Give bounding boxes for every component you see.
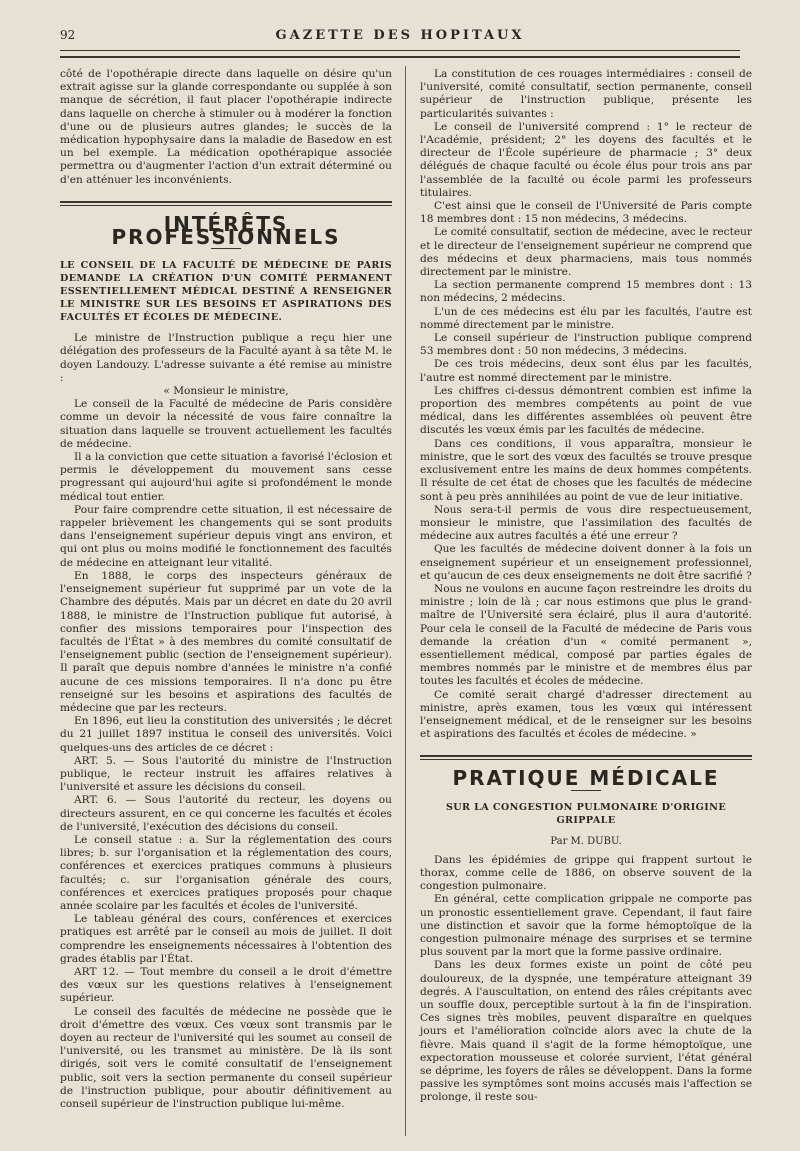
paragraph: Le comité consultatif, section de médecine, avec le recteur et le directeur de l'enseignement supérieur ne comprend que des médecins et deux pharmaciens, mais tous nommés directement par le ministre. bbox=[420, 226, 752, 279]
paragraph: Le conseil de l'université comprend : 1° le recteur de l'Académie, président; 2° les doyens des facultés et le directeur de l'École supérieure de pharmacie ; 3° deux délégués de chaque faculté ou école élus pour trois ans par l'assemblée de la faculté ou école parmi les professeurs titulaires. bbox=[420, 120, 752, 199]
paragraph: ART 12. — Tout membre du conseil a le droit d'émettre des vœux sur les questions relatives à l'enseignement supérieur. bbox=[60, 965, 392, 1005]
paragraph: De ces trois médecins, deux sont élus par les facultés, l'autre est nommé directement par le ministre. bbox=[420, 358, 752, 384]
paragraph: Le conseil statue : a. Sur la réglementation des cours libres; b. sur l'organisation et la réglementation des cours, conférences et exercices pratiques communs à plusieurs facultés; c. sur l'organisation générale des cours, conférences et exercices pratiques proposés pour chaque année scolaire par les facultés et écoles de l'université. bbox=[60, 833, 392, 912]
section-title-pratique: PRATIQUE MÉDICALE bbox=[452, 766, 720, 791]
paragraph: Dans ces conditions, il vous apparaîtra, monsieur le ministre, que le sort des vœux des facultés se trouve presque exclusivement entre les mains de deux hommes compétents. Il résulte de cet état de choses que les facultés de médecine sont à peu près annihilées au point de vue de leur initiative. bbox=[420, 437, 752, 503]
paragraph: Nous ne voulons en aucune façon restreindre les droits du ministre ; loin de là ; car nous estimons que plus le grand-maître de l'Université sera éclairé, plus il aura d'autorité. Pour cela le conseil de la Faculté de médecine de Paris vous demande la création d'un « comité permanent », essentiellement médical, composé par parties égales de membres nommés par le ministre et de membres élus par toutes les facultés et écoles de médecine. bbox=[420, 582, 752, 688]
section-separator-thin bbox=[420, 759, 752, 760]
article-subheading: LE CONSEIL DE LA FACULTÉ DE MÉDECINE DE PARIS DEMANDE LA CRÉATION D'UN COMITÉ PERMANENT ESSENTIELLEMENT MÉDICAL DESTINÉ A RENSEIGNER LE MINISTRE SUR LES BESOINS ET ASPIRATIONS DES FACULTÉS ET ÉCOLES DE MÉDECINE. bbox=[60, 260, 392, 324]
paragraph: Le conseil des facultés de médecine ne possède que le droit d'émettre des vœux. Ces vœux sont transmis par le doyen au recteur de l'université qui les soumet au conseil de l'université, ou les transmet au ministère. De là ils sont dirigés, soit vers le comité consultatif de l'enseignement public, soit vers la section permanente du conseil supérieur de l'instruction publique, pour aboutir définitivement au conseil supérieur de l'instruction publique lui-même. bbox=[60, 1005, 392, 1111]
section-separator bbox=[60, 201, 392, 203]
author-line: Par M. DUBU. bbox=[550, 835, 622, 847]
paragraph: Nous sera-t-il permis de vous dire respectueusement, monsieur le ministre, que l'assimilation des facultés de médecine aux autres facultés a été une erreur ? bbox=[420, 503, 752, 543]
header-rule bbox=[60, 50, 740, 51]
column-divider bbox=[405, 66, 406, 1136]
journal-title: GAZETTE DES HOPITAUX bbox=[275, 27, 525, 43]
section-title-interets: INTÉRÊTS PROFESSIONNELS bbox=[111, 211, 341, 250]
salutation: « Monsieur le ministre, bbox=[163, 385, 289, 398]
page-number: 92 bbox=[60, 28, 76, 42]
left-column bbox=[60, 68, 392, 1111]
page-header bbox=[60, 22, 740, 48]
paragraph: ART. 6. — Sous l'autorité du recteur, les doyens ou directeurs assurent, en ce qui concerne les facultés et écoles de l'université, l'exécution des décisions du conseil. bbox=[60, 794, 392, 833]
paragraph: En général, cette complication grippale ne comporte pas un pronostic essentiellement grave. Cependant, il faut faire une distinction et savoir que la forme hémoptoïque de la congestion pulmonaire ménage des surprises et se termine plus souvent par la mort que la forme passive ordinaire. bbox=[420, 893, 752, 959]
paragraph: En 1888, le corps des inspecteurs généraux de l'enseignement supérieur fut supprimé par un vote de la Chambre des députés. Mais par un décret en date du 20 avril 1888, le ministre de l'Instruction publique fut autorisé, à confier des missions temporaires pour l'inspection des facultés de l'État » à des membres du comité consultatif de l'enseignement public (section de l'enseignement supérieur). Il paraît que depuis nombre d'années le ministre n'a confié aucune de ces missions temporaires. Il n'a donc pu être renseigné sur les besoins et aspirations des facultés de médecine que par les recteurs. bbox=[60, 569, 392, 714]
paragraph: C'est ainsi que le conseil de l'Université de Paris compte 18 membres dont : 15 non médecins, 3 médecins. bbox=[420, 200, 752, 226]
paragraph: Le tableau général des cours, conférences et exercices pratiques est arrêté par le conseil au mois de juillet. Il doit comprendre les enseignements nécessaires à l'obtention des grades établis par l'État. bbox=[60, 913, 392, 965]
header-rule-thick bbox=[60, 56, 740, 58]
paragraph: Les chiffres ci-dessus démontrent combien est infime la proportion des membres compétents au point de vue médical, dans les différentes assemblées où peuvent être discutés les vœux émis par les facultés de médecine. bbox=[420, 384, 752, 437]
article-subheading: SUR LA CONGESTION PULMONAIRE D'ORIGINE GRIPPALE bbox=[445, 801, 727, 826]
paragraph: Ce comité serait chargé d'adresser directement au ministre, après examen, tous les vœux qui intéressent l'enseignement médical, et de le renseigner sur les besoins et aspirations des facultés et écoles de médecine. » bbox=[420, 688, 752, 741]
section-separator bbox=[420, 755, 752, 757]
paragraph: Que les facultés de médecine doivent donner à la fois un enseignement supérieur et un enseignement professionnel, et qu'aucun de ces deux enseignements ne doit être sacrifié ? bbox=[420, 543, 752, 582]
paragraph: Dans les épidémies de grippe qui frappent surtout le thorax, comme celle de 1886, on observe souvent de la congestion pulmonaire. bbox=[420, 853, 752, 893]
right-column bbox=[420, 68, 752, 1105]
paragraph: Le conseil supérieur de l'instruction publique comprend 53 membres dont : 50 non médecins, 3 médecins. bbox=[420, 332, 752, 358]
paragraph: Dans les deux formes existe un point de côté peu douloureux, de la dyspnée, une température atteignant 39 degrés. A l'auscultation, on entend des râles crépitants avec un souffle doux, perceptible surtout à la fin de l'inspiration. Ces signes très mobiles, peuvent disparaître en quelques jours et l'amélioration coïncide alors avec la chute de la fièvre. Mais quand il s'agit de la forme hémoptoïque, une expectoration mousseuse et colorée survient, l'état général se déprime, les foyers de râles se développent. Dans la forme passive les symptômes sont moins accusés mais l'affection se prolonge, il reste sou- bbox=[420, 959, 752, 1104]
paragraph: Le conseil de la Faculté de médecine de Paris considère comme un devoir la nécessité de vous faire connaître la situation dans laquelle se trouvent actuellement les facultés de médecine. bbox=[60, 398, 392, 450]
section-separator-thin bbox=[60, 205, 392, 206]
paragraph: En 1896, eut lieu la constitution des universités ; le décret du 21 juillet 1897 institua le conseil des universités. Voici quelques-uns des articles de ce décret : bbox=[60, 715, 392, 754]
paragraph: ART. 5. — Sous l'autorité du ministre de l'Instruction publique, le recteur instruit les affaires relatives à l'université et assure les décisions du conseil. bbox=[60, 754, 392, 794]
paragraph: Le ministre de l'Instruction publique a reçu hier une délégation des professeurs de la Faculté ayant à sa tête M. le doyen Landouzy. L'adresse suivante a été remise au ministre : bbox=[60, 332, 392, 384]
intro-paragraph: côté de l'opothérapie directe dans laquelle on désire qu'un extrait agisse sur la glande correspondante ou supplée à son manque de sécrétion, il faut placer l'opothérapie indirecte dans laquelle on cherche à stimuler ou à modérer la fonction d'une ou de plusieurs autres glandes; le succès de la médication hypophysaire dans la maladie de Basedow en est un bel exemple. La médication opothérapique associée permettra ou d'augmenter l'action d'un extrait déterminé ou d'en atténuer les inconvénients. bbox=[60, 68, 392, 186]
paragraph: L'un de ces médecins est élu par les facultés, l'autre est nommé directement par le ministre. bbox=[420, 305, 752, 331]
paragraph: Il a la conviction que cette situation a favorisé l'éclosion et permis le développement du mouvement sans cesse progressant qui aujourd'hui agite si profondément le monde médical tout entier. bbox=[60, 451, 392, 503]
paragraph: Pour faire comprendre cette situation, il est nécessaire de rappeler brièvement les changements qui se sont produits dans l'enseignement supérieur depuis vingt ans environ, et qui ont plus ou moins modifié le fonctionnement des facultés de médecine en atteignant leur vitalité. bbox=[60, 503, 392, 569]
paragraph: La constitution de ces rouages intermédiaires : conseil de l'université, comité consultatif, section permanente, conseil supérieur de l'instruction publique, présente les particularités suivantes : bbox=[420, 68, 752, 120]
paragraph: La section permanente comprend 15 membres dont : 13 non médecins, 2 médecins. bbox=[420, 279, 752, 305]
